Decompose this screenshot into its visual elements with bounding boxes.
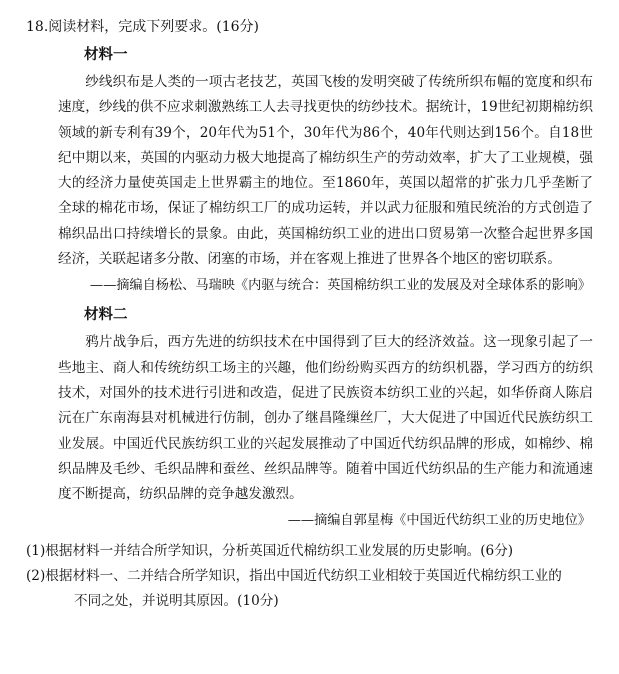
material-2-text: 鸦片战争后，西方先进的纺织技术在中国得到了巨大的经济效益。这一现象引起了一些地主、商人和传统纺织工场主的兴趣，他们纷纷购买西方的纺织机器，学习西方的纺织技术，对国外的技术进行引进和改造，促进了民族资本纺织工业的兴起，如华侨商人陈启沅在广东南海县对机械进行仿制，创办了继昌隆缫丝厂，大大促进了中国近代民族纺织工业发展。中国近代民族纺织工业的兴起发展推动了中国近代纺织品牌的形成，如棉纱、棉织品牌及毛纱、毛织品牌和蚕丝、丝织品牌等。随着中国近代纺织品的生产能力和流通速度不断提高，纺织品牌的竞争越发激烈。 bbox=[58, 334, 593, 503]
material-1-title: 材料一 bbox=[84, 46, 128, 63]
subquestion-2-line-1: (2)根据材料一、二并结合所学知识，指出中国近代纺织工业相较于英国近代棉纺织工业的 bbox=[26, 568, 562, 585]
material-2-source: ——摘编自郭星梅《中国近代纺织工业的历史地位》 bbox=[287, 513, 591, 529]
material-1-text: 纱线织布是人类的一项古老技艺，英国飞梭的发明突破了传统所织布幅的宽度和织布速度，纱线的供不应求刺激熟练工人去寻找更快的纺纱技术。据统计，19世纪初期棉纺织领域的新专利有39个，20年代为51个，30年代为86个，40年代则达到156个。自18世纪中期以来，英国的内驱动力极大地提高了棉纺织生产的劳动效率，扩大了工业规模，强大的经济力量使英国走上世界霸主的地位。至1860年，英国以超常的扩张力几乎垄断了全球的棉花市场，保证了棉纺织工厂的成功运转，并以武力征服和殖民统治的方式创造了棉织品出口持续增长的景象。由此，英国棉纺织工业的进出口贸易第一次整合起世界多国经济，关联起诸多分散、闭塞的市场，并在客观上推进了世界各个地区的密切联系。 bbox=[58, 74, 593, 268]
material-1-source: ——摘编自杨松、马瑞映《内驱与统合：英国棉纺织工业的发展及对全球体系的影响》 bbox=[89, 278, 591, 294]
question-title: 18.阅读材料，完成下列要求。(16分) bbox=[26, 19, 260, 35]
subquestion-1: (1)根据材料一并结合所学知识，分析英国近代棉纺织工业发展的历史影响。(6分) bbox=[26, 543, 514, 560]
material-2-title: 材料二 bbox=[84, 306, 128, 324]
subquestion-2-line-2: 不同之处，并说明其原因。(10分) bbox=[74, 593, 279, 610]
subquestion-2 bbox=[26, 564, 597, 614]
